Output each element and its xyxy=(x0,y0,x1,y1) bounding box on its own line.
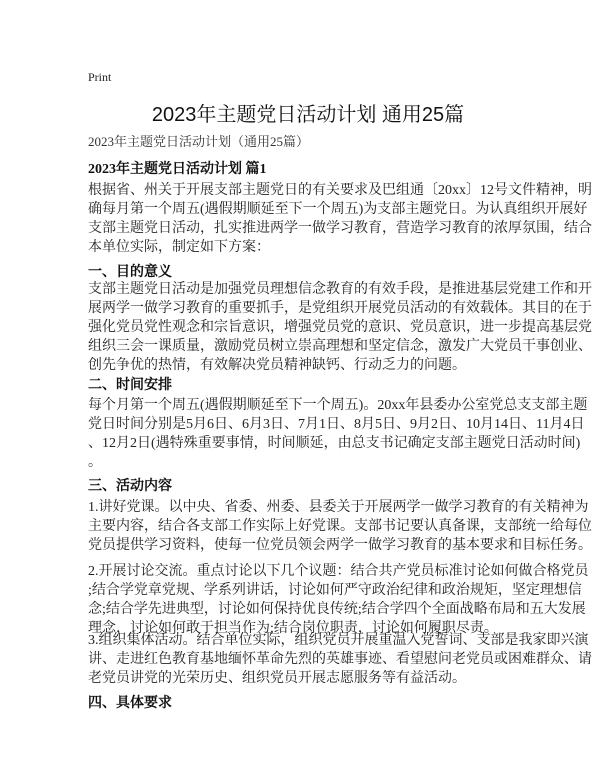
text-line: 党员提供学习资料，使每一位党员领会两学一做学习教育的基本要求和目标任务。 xyxy=(88,538,592,553)
text-line: 念;结合学先进典型，讨论如何保持优良传统;结合学四个全面战略布局和五大发展 xyxy=(88,602,586,617)
text-line: 主要内容，结合各支部工作实际上好党课。支部书记要认真备课，支部统一给每位 xyxy=(88,519,592,534)
print-label[interactable]: Print xyxy=(88,70,112,84)
text-line: 理念，讨论如何敢于担当作为;结合岗位职责，讨论如何履职尽责。 xyxy=(88,621,498,636)
text-line: ;结合学党章党规、学系列讲话，讨论如何严守政治纪律和政治规矩，坚定理想信 xyxy=(88,583,582,598)
text-line: 确每月第一个周五(遇假期顺延至下一个周五)为支部主题党日。为认真组织开展好 xyxy=(88,202,588,217)
text-line: 组织三会一课质量，激励党员树立崇高理想和坚定信念，激发广大党员干事创业、 xyxy=(88,339,592,354)
section-heading: 二、时间安排 xyxy=(88,378,172,393)
document-subtitle: 2023年主题党日活动计划（通用25篇） xyxy=(88,134,310,149)
text-line: 党日时间分别是5月6日、6月3日、7月1日、8月5日、9月2日、10月14日、11月4日 xyxy=(88,417,585,432)
text-line: 根据省、州关于开展支部主题党日的有关要求及巴组通〔20xx〕12号文件精神，明 xyxy=(88,183,592,198)
intro-paragraph xyxy=(88,181,592,257)
text-line: 创先争优的热情，有效解决党员精神缺钙、行动乏力的问题。 xyxy=(88,358,466,373)
section-heading: 一、目的意义 xyxy=(88,265,172,280)
text-line: 每个月第一个周五(遇假期顺延至下一个周五)。20xx年县委办公室党总支支部主题 xyxy=(88,398,588,413)
text-line: 本单位实际，制定如下方案： xyxy=(88,240,270,255)
text-line: 讲、走进红色教育基地缅怀革命先烈的英雄事迹、看望慰问老党员或困难群众、请 xyxy=(88,652,592,667)
section-heading: 三、活动内容 xyxy=(88,479,172,494)
document-title: 2023年主题党日活动计划 通用25篇 xyxy=(151,104,465,126)
text-line: 老党员讲党的光荣历史、组织党员开展志愿服务等有益活动。 xyxy=(88,671,466,686)
text-line: 支部主题党日活动是加强党员理想信念教育的有效手段，是推进基层党建工作和开 xyxy=(88,282,592,297)
text-line: 强化党员党性观念和宗旨意识，增强党员党的意识、党员意识，进一步提高基层党 xyxy=(88,320,592,335)
section-paragraph xyxy=(88,631,592,688)
text-line: 2.开展讨论交流。重点讨论以下几个议题：结合共产党员标准讨论如何做合格党员 xyxy=(88,564,589,579)
section-paragraph xyxy=(88,498,592,555)
section-paragraph xyxy=(88,280,592,375)
article-heading: 2023年主题党日活动计划 篇1 xyxy=(88,162,267,177)
text-line: 。 xyxy=(88,455,102,470)
section-paragraph xyxy=(88,396,587,472)
text-line: 展两学一做学习教育的重要抓手，是党组织开展党员活动的有效载体。其目的在于 xyxy=(88,301,592,316)
text-line: 支部主题党日活动，扎实推进两学一做学习教育，营造学习教育的浓厚氛围，结合 xyxy=(88,221,592,236)
text-line: 、12月2日(遇特殊重要事情，时间顺延，由总支书记确定支部主题党日活动时间) xyxy=(88,436,581,451)
text-line: 1.讲好党课。以中央、省委、州委、县委关于开展两学一做学习教育的有关精神为 xyxy=(88,500,589,515)
text-line: 3.组织集体活动。结合单位实际，组织党员开展重温入党誓词、支部是我家即兴演 xyxy=(88,633,589,648)
section-paragraph xyxy=(88,562,589,638)
section-heading: 四、具体要求 xyxy=(88,696,172,711)
